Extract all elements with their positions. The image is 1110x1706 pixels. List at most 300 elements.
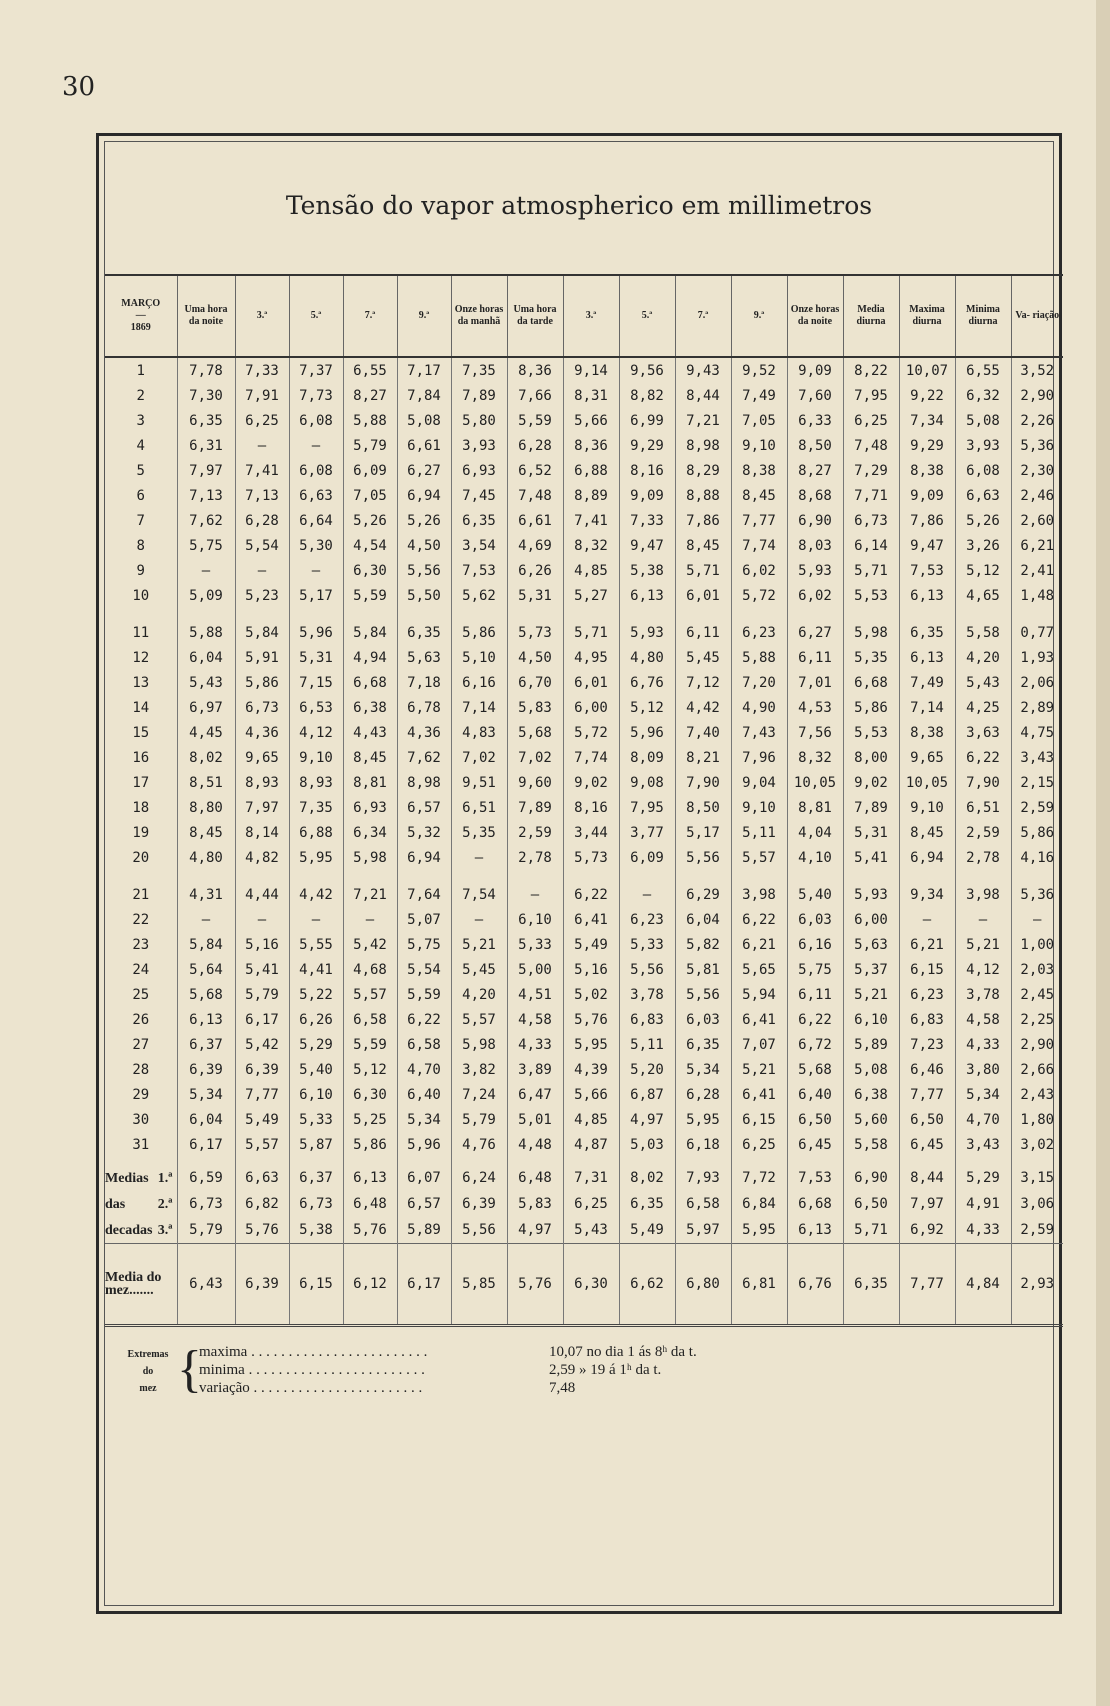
extremes-label-line: Extremas <box>127 1349 169 1360</box>
data-cell: 5,63 <box>843 932 899 957</box>
data-cell: 7,33 <box>235 357 289 383</box>
data-cell: 6,27 <box>787 620 843 645</box>
brace-glyph: { <box>177 1341 202 1398</box>
data-cell: 5,43 <box>177 670 235 695</box>
data-cell: 6,25 <box>843 408 899 433</box>
data-cell: 6,73 <box>235 695 289 720</box>
data-cell: — <box>289 558 343 583</box>
data-cell: 7,20 <box>731 670 787 695</box>
data-cell: 2,46 <box>1011 483 1063 508</box>
data-cell: 5,25 <box>343 1107 397 1132</box>
spacer-cell <box>343 608 397 620</box>
data-cell: 0,77 <box>1011 620 1063 645</box>
data-cell: 4,97 <box>619 1107 675 1132</box>
data-cell: 6,13 <box>343 1157 397 1191</box>
day-row <box>105 433 1063 458</box>
data-cell: 9,04 <box>731 770 787 795</box>
data-cell: 5,57 <box>343 982 397 1007</box>
data-cell: 6,22 <box>787 1007 843 1032</box>
data-cell: 7,89 <box>843 795 899 820</box>
data-cell: 6,61 <box>397 433 451 458</box>
data-cell: 4,91 <box>955 1191 1011 1217</box>
data-cell: — <box>451 907 507 932</box>
data-cell: 6,13 <box>787 1217 843 1244</box>
data-cell: 5,76 <box>235 1217 289 1244</box>
day-row <box>105 508 1063 533</box>
data-cell: — <box>899 907 955 932</box>
data-cell: 5,79 <box>235 982 289 1007</box>
data-cell: 6,15 <box>289 1244 343 1326</box>
day-number: 23 <box>132 936 150 953</box>
spacer-cell <box>451 870 507 882</box>
data-cell: 5,30 <box>289 533 343 558</box>
data-cell: 5,02 <box>563 982 619 1007</box>
data-cell: 6,59 <box>177 1157 235 1191</box>
data-cell: 5,08 <box>843 1057 899 1082</box>
data-cell: 5,75 <box>177 533 235 558</box>
data-cell: 9,47 <box>619 533 675 558</box>
data-cell: 6,15 <box>899 957 955 982</box>
data-cell: 7,13 <box>177 483 235 508</box>
data-cell: 7,53 <box>451 558 507 583</box>
data-cell: 5,33 <box>619 932 675 957</box>
data-cell: 5,81 <box>675 957 731 982</box>
data-cell: 5,71 <box>843 558 899 583</box>
data-cell: 5,53 <box>843 583 899 608</box>
data-cell: 4,45 <box>177 720 235 745</box>
data-cell: 5,75 <box>787 957 843 982</box>
day-row <box>105 645 1063 670</box>
data-cell: 6,83 <box>899 1007 955 1032</box>
day-number: 18 <box>132 799 150 816</box>
data-cell: 4,76 <box>451 1132 507 1157</box>
data-cell: 6,13 <box>619 583 675 608</box>
data-cell: 5,63 <box>397 645 451 670</box>
data-cell: 6,18 <box>675 1132 731 1157</box>
data-cell: 8,45 <box>675 533 731 558</box>
data-cell: 6,25 <box>563 1191 619 1217</box>
day-number: 8 <box>136 537 145 554</box>
data-cell: 4,80 <box>619 645 675 670</box>
data-cell: 6,35 <box>843 1244 899 1326</box>
data-cell: 6,26 <box>289 1007 343 1032</box>
data-cell: 6,97 <box>177 695 235 720</box>
extreme-value: 10,07 no dia 1 ás 8ʰ da t. <box>549 1344 697 1360</box>
data-cell: 6,40 <box>787 1082 843 1107</box>
data-cell: 4,41 <box>289 957 343 982</box>
decade-mean-row <box>105 1157 1063 1191</box>
data-cell: 5,17 <box>675 820 731 845</box>
data-cell: 2,89 <box>1011 695 1063 720</box>
data-cell: 3,78 <box>955 982 1011 1007</box>
data-cell: — <box>289 433 343 458</box>
data-cell: 5,12 <box>619 695 675 720</box>
data-cell: 9,47 <box>899 533 955 558</box>
col-header: 9.ª <box>731 275 787 357</box>
data-cell: 6,21 <box>899 932 955 957</box>
data-cell: 7,90 <box>675 770 731 795</box>
data-cell: 8,50 <box>787 433 843 458</box>
data-cell: 5,54 <box>397 957 451 982</box>
data-cell: 2,25 <box>1011 1007 1063 1032</box>
data-cell: 5,33 <box>289 1107 343 1132</box>
data-cell: 2,06 <box>1011 670 1063 695</box>
data-cell: 5,83 <box>507 695 563 720</box>
spacer-cell <box>177 608 235 620</box>
col-header: 7.ª <box>343 275 397 357</box>
data-cell: 5,59 <box>397 982 451 1007</box>
data-cell: 5,95 <box>289 845 343 870</box>
data-cell: 8,27 <box>343 383 397 408</box>
data-cell: 5,21 <box>451 932 507 957</box>
data-cell: 5,21 <box>955 932 1011 957</box>
data-cell: 6,64 <box>289 508 343 533</box>
data-cell: 2,41 <box>1011 558 1063 583</box>
data-cell: 6,73 <box>843 508 899 533</box>
data-cell: 5,43 <box>563 1217 619 1244</box>
data-cell: 5,16 <box>563 957 619 982</box>
spacer-cell <box>235 608 289 620</box>
spacer-cell <box>619 870 675 882</box>
data-cell: 4,04 <box>787 820 843 845</box>
data-cell: 5,85 <box>451 1244 507 1326</box>
data-cell: 6,50 <box>787 1107 843 1132</box>
day-row <box>105 1082 1063 1107</box>
data-cell: 9,10 <box>731 433 787 458</box>
day-row <box>105 745 1063 770</box>
data-cell: 5,76 <box>507 1244 563 1326</box>
data-cell: 5,79 <box>451 1107 507 1132</box>
data-cell: 5,66 <box>563 408 619 433</box>
data-cell: 6,16 <box>451 670 507 695</box>
extreme-max <box>199 1344 697 1362</box>
day-row <box>105 583 1063 608</box>
data-cell: 8,81 <box>343 770 397 795</box>
data-cell: 6,25 <box>235 408 289 433</box>
data-cell: 5,40 <box>787 882 843 907</box>
spacer-cell <box>675 870 731 882</box>
day-number: 1 <box>136 362 145 379</box>
data-cell: 5,58 <box>955 620 1011 645</box>
data-cell: 6,30 <box>343 1082 397 1107</box>
data-cell: 8,44 <box>899 1157 955 1191</box>
data-cell: 9,51 <box>451 770 507 795</box>
extreme-name: variação . . . . . . . . . . . . . . . . . . . . . . . <box>199 1380 423 1396</box>
spacer-cell <box>955 870 1011 882</box>
data-cell: 7,78 <box>177 357 235 383</box>
data-cell: 6,48 <box>507 1157 563 1191</box>
data-cell: 7,62 <box>397 745 451 770</box>
data-cell: 6,35 <box>899 620 955 645</box>
data-cell: 5,93 <box>619 620 675 645</box>
data-cell: 4,43 <box>343 720 397 745</box>
data-cell: 6,32 <box>955 383 1011 408</box>
data-cell: 2,30 <box>1011 458 1063 483</box>
data-cell: 6,25 <box>731 1132 787 1157</box>
data-cell: 6,72 <box>787 1032 843 1057</box>
data-cell: 9,09 <box>787 357 843 383</box>
data-cell: 2,43 <box>1011 1082 1063 1107</box>
data-cell: 6,73 <box>177 1191 235 1217</box>
data-cell: 8,45 <box>177 820 235 845</box>
data-cell: 7,97 <box>899 1191 955 1217</box>
data-cell: — <box>343 907 397 932</box>
data-cell: 3,77 <box>619 820 675 845</box>
data-cell: 6,04 <box>675 907 731 932</box>
data-cell: 5,21 <box>731 1057 787 1082</box>
data-cell: 6,39 <box>235 1057 289 1082</box>
data-cell: 8,51 <box>177 770 235 795</box>
day-row <box>105 558 1063 583</box>
data-cell: 6,99 <box>619 408 675 433</box>
data-cell: 7,05 <box>343 483 397 508</box>
data-cell: 6,90 <box>843 1157 899 1191</box>
data-cell: 6,17 <box>235 1007 289 1032</box>
data-cell: 8,38 <box>899 720 955 745</box>
data-cell: 5,95 <box>731 1217 787 1244</box>
data-cell: 5,68 <box>507 720 563 745</box>
data-cell: 6,12 <box>343 1244 397 1326</box>
data-cell: 6,08 <box>289 408 343 433</box>
spacer-cell <box>563 608 619 620</box>
data-cell: 9,09 <box>619 483 675 508</box>
data-cell: 6,03 <box>787 907 843 932</box>
day-number: 30 <box>132 1111 150 1128</box>
data-cell: 8,22 <box>843 357 899 383</box>
data-cell: 5,95 <box>563 1032 619 1057</box>
data-cell: 7,72 <box>731 1157 787 1191</box>
data-cell: 8,44 <box>675 383 731 408</box>
data-cell: 4,75 <box>1011 720 1063 745</box>
data-cell: — <box>235 433 289 458</box>
data-cell: 4,53 <box>787 695 843 720</box>
decade-label <box>105 1191 177 1217</box>
data-cell: 7,49 <box>899 670 955 695</box>
data-cell: — <box>619 882 675 907</box>
col-header: 5.ª <box>619 275 675 357</box>
data-cell: 6,16 <box>787 932 843 957</box>
data-cell: 4,58 <box>955 1007 1011 1032</box>
data-cell: 6,07 <box>397 1157 451 1191</box>
data-cell: 6,23 <box>899 982 955 1007</box>
page-edge <box>1096 0 1110 1706</box>
data-cell: 7,02 <box>451 745 507 770</box>
data-cell: 9,09 <box>899 483 955 508</box>
data-cell: — <box>289 907 343 932</box>
data-cell: 5,17 <box>289 583 343 608</box>
data-cell: 9,60 <box>507 770 563 795</box>
data-cell: 8,45 <box>343 745 397 770</box>
data-cell: 9,08 <box>619 770 675 795</box>
data-cell: — <box>507 882 563 907</box>
data-cell: 7,77 <box>731 508 787 533</box>
day-row <box>105 957 1063 982</box>
data-cell: 2,59 <box>1011 795 1063 820</box>
data-cell: 6,22 <box>397 1007 451 1032</box>
data-cell: 6,93 <box>451 458 507 483</box>
data-cell: 7,02 <box>507 745 563 770</box>
data-cell: 5,91 <box>235 645 289 670</box>
data-cell: 4,94 <box>343 645 397 670</box>
data-cell: 4,33 <box>507 1032 563 1057</box>
data-cell: 6,35 <box>619 1191 675 1217</box>
col-header: Onze horas da manhã <box>451 275 507 357</box>
data-cell: 5,57 <box>235 1132 289 1157</box>
page-title: Tensão do vapor atmospherico em millimetros <box>285 191 873 220</box>
data-cell: 6,70 <box>507 670 563 695</box>
data-cell: 5,55 <box>289 932 343 957</box>
day-row <box>105 882 1063 907</box>
data-cell: 5,31 <box>843 820 899 845</box>
data-cell: 5,71 <box>843 1217 899 1244</box>
data-cell: 6,22 <box>563 882 619 907</box>
data-cell: 5,26 <box>955 508 1011 533</box>
spacer-cell <box>397 870 451 882</box>
data-cell: 7,86 <box>899 508 955 533</box>
data-cell: 5,00 <box>507 957 563 982</box>
data-cell: 2,90 <box>1011 383 1063 408</box>
data-cell: 6,10 <box>507 907 563 932</box>
data-cell: 4,48 <box>507 1132 563 1157</box>
data-cell: 5,86 <box>235 670 289 695</box>
day-number: 4 <box>136 437 145 454</box>
data-cell: 5,89 <box>397 1217 451 1244</box>
data-cell: 6,46 <box>899 1057 955 1082</box>
data-cell: 8,45 <box>731 483 787 508</box>
data-cell: 7,48 <box>507 483 563 508</box>
spacer-cell <box>787 870 843 882</box>
data-cell: 7,77 <box>899 1082 955 1107</box>
data-cell: 5,26 <box>343 508 397 533</box>
data-cell: 3,82 <box>451 1057 507 1082</box>
data-cell: 6,15 <box>731 1107 787 1132</box>
data-cell: 6,55 <box>343 357 397 383</box>
data-cell: 5,71 <box>675 558 731 583</box>
col-header: Uma hora da noite <box>177 275 235 357</box>
day-number: 16 <box>132 749 150 766</box>
col-header: 7.ª <box>675 275 731 357</box>
spacer-row <box>105 608 1063 620</box>
data-cell: 6,88 <box>289 820 343 845</box>
data-cell: 5,57 <box>451 1007 507 1032</box>
day-row <box>105 620 1063 645</box>
data-cell: 4,36 <box>397 720 451 745</box>
spacer-cell <box>619 608 675 620</box>
data-cell: 5,79 <box>343 433 397 458</box>
data-cell: 7,21 <box>675 408 731 433</box>
data-cell: 5,58 <box>843 1132 899 1157</box>
data-cell: 6,26 <box>507 558 563 583</box>
data-cell: 6,29 <box>675 882 731 907</box>
spacer-cell <box>843 608 899 620</box>
data-cell: 4,82 <box>235 845 289 870</box>
data-cell: 8,50 <box>675 795 731 820</box>
data-cell: 9,10 <box>899 795 955 820</box>
data-cell: 5,93 <box>843 882 899 907</box>
data-cell: 6,28 <box>235 508 289 533</box>
col-header: 3.ª <box>235 275 289 357</box>
data-cell: 6,58 <box>397 1032 451 1057</box>
spacer-cell <box>899 870 955 882</box>
data-cell: 5,57 <box>731 845 787 870</box>
data-cell: 6,94 <box>899 845 955 870</box>
data-cell: 8,14 <box>235 820 289 845</box>
data-cell: 2,59 <box>1011 1217 1063 1244</box>
data-cell: 9,29 <box>619 433 675 458</box>
data-cell: 6,38 <box>343 695 397 720</box>
data-cell: 7,66 <box>507 383 563 408</box>
header-row <box>105 275 1063 357</box>
data-cell: 7,49 <box>731 383 787 408</box>
extreme-value: 2,59 » 19 á 1ʰ da t. <box>549 1362 662 1378</box>
data-cell: 5,84 <box>343 620 397 645</box>
data-cell: 1,93 <box>1011 645 1063 670</box>
data-cell: 5,76 <box>343 1217 397 1244</box>
extremes-label-line: do <box>142 1366 154 1377</box>
data-cell: 7,74 <box>731 533 787 558</box>
day-number: 31 <box>132 1136 150 1153</box>
data-cell: 7,07 <box>731 1032 787 1057</box>
data-cell: 7,77 <box>235 1082 289 1107</box>
day-number: 21 <box>132 886 150 903</box>
data-cell: 9,02 <box>563 770 619 795</box>
extreme-min <box>199 1362 662 1380</box>
data-cell: 5,31 <box>507 583 563 608</box>
data-cell: 5,08 <box>955 408 1011 433</box>
data-cell: 6,17 <box>177 1132 235 1157</box>
data-cell: 6,13 <box>899 645 955 670</box>
data-cell: 5,20 <box>619 1057 675 1082</box>
data-cell: 4,80 <box>177 845 235 870</box>
col-header: Uma hora da tarde <box>507 275 563 357</box>
day-number: 27 <box>132 1036 150 1053</box>
data-cell: 8,82 <box>619 383 675 408</box>
data-cell: 10,05 <box>787 770 843 795</box>
data-cell: 5,45 <box>675 645 731 670</box>
col-header: 9.ª <box>397 275 451 357</box>
data-cell: 2,59 <box>955 820 1011 845</box>
month-label: MARÇO <box>121 298 161 309</box>
data-cell: 3,54 <box>451 533 507 558</box>
data-cell: 5,86 <box>451 620 507 645</box>
data-cell: 8,32 <box>787 745 843 770</box>
data-cell: 5,72 <box>563 720 619 745</box>
data-cell: 6,28 <box>507 433 563 458</box>
data-cell: 8,98 <box>675 433 731 458</box>
data-cell: 8,36 <box>563 433 619 458</box>
day-row <box>105 932 1063 957</box>
data-cell: 5,38 <box>289 1217 343 1244</box>
data-cell: 6,57 <box>397 795 451 820</box>
data-cell: 2,15 <box>1011 770 1063 795</box>
day-number: 25 <box>132 986 150 1003</box>
table-body <box>105 357 1063 1326</box>
data-cell: 3,63 <box>955 720 1011 745</box>
data-cell: 8,16 <box>619 458 675 483</box>
data-cell: 7,29 <box>843 458 899 483</box>
data-cell: 6,61 <box>507 508 563 533</box>
data-cell: 5,36 <box>1011 882 1063 907</box>
data-cell: 5,27 <box>563 583 619 608</box>
data-cell: 5,37 <box>843 957 899 982</box>
data-cell: 6,83 <box>619 1007 675 1032</box>
decade-number: 1.ª <box>157 1170 173 1186</box>
data-cell: 7,30 <box>177 383 235 408</box>
data-cell: 8,21 <box>675 745 731 770</box>
data-cell: 6,88 <box>563 458 619 483</box>
data-cell: 5,86 <box>1011 820 1063 845</box>
data-cell: 6,39 <box>235 1244 289 1326</box>
